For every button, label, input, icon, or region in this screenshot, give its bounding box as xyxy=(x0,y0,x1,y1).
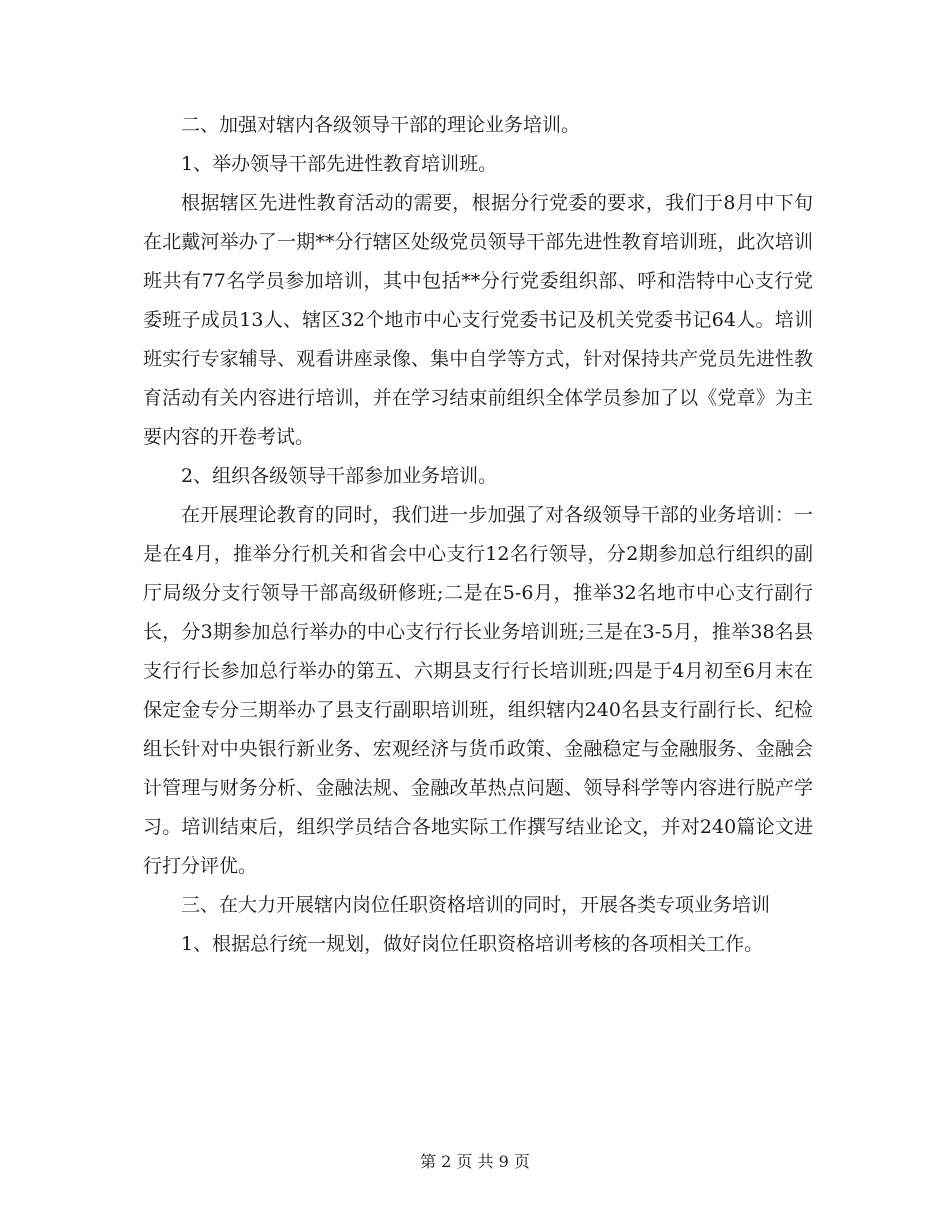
section-heading-3: 三、在大力开展辖内岗位任职资格培训的同时，开展各类专项业务培训 xyxy=(181,894,771,916)
subsection-heading-2-2: 2、组织各级领导干部参加业务培训。 xyxy=(181,465,498,487)
body-paragraph: 在开展理论教育的同时，我们进一步加强了对各级领导干部的业务培训：一是在4月，推举分行机关和省会中心支行12名行领导，分2期参加总行组织的副厅局级分支行领导干部高级研修班;二是在5-6月，推举32名地市中心支行副行长，分3期参加总行举办的中心支行行长业务培训班;三是在3-5月，推举38名县支行行长参加总行举办的第五、六期县支行行长培训班;四是于4月初至6月末在保定金专分三期举办了县支行副职培训班，组织辖内240名县支行副行长、纪检组长针对中央银行新业务、宏观经济与货币政策、金融稳定与金融服务、金融会计管理与财务分析、金融法规、金融改革热点问题、领导科学等内容进行脱产学习。培训结束后，组织学员结合各地实际工作撰写结业论文，并对240篇论文进行打分评优。 xyxy=(143,504,813,877)
document-body xyxy=(143,106,813,964)
subsection-heading-3-1: 1、根据总行统一规划，做好岗位任职资格培训考核的各项相关工作。 xyxy=(181,933,764,955)
section-heading-2: 二、加强对辖内各级领导干部的理论业务培训。 xyxy=(181,114,581,136)
body-paragraph: 根据辖区先进性教育活动的需要，根据分行党委的要求，我们于8月中下旬在北戴河举办了一期**分行辖区处级党员领导干部先进性教育培训班，此次培训班共有77名学员参加培训，其中包括**分行党委组织部、呼和浩特中心支行党委班子成员13人、辖区32个地市中心支行党委书记及机关党委书记64人。培训班实行专家辅导、观看讲座录像、集中自学等方式，针对保持共产党员先进性教育活动有关内容进行培训，并在学习结束前组织全体学员参加了以《党章》为主要内容的开卷考试。 xyxy=(143,192,813,448)
page-number-footer: 第 2 页 共 9 页 xyxy=(420,1152,530,1171)
subsection-heading-2-1: 1、举办领导干部先进性教育培训班。 xyxy=(181,153,498,175)
